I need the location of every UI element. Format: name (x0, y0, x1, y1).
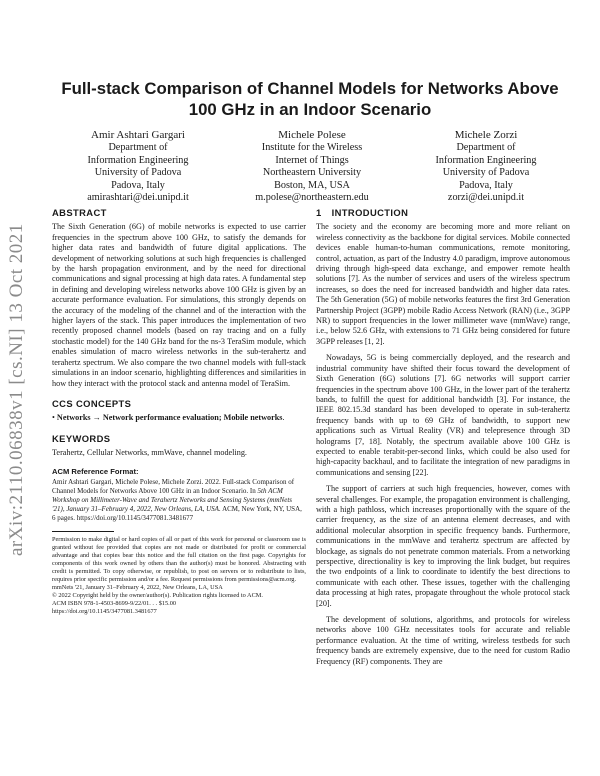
left-column (52, 208, 306, 616)
author-2 (226, 128, 398, 205)
ccs-bullet: • (52, 413, 55, 423)
acm-reference-venue: 5th ACM Workshop on Millimeter-Wave and Terahertz Networks and Sensing Systems (mmNets '21), January 31–February 4, 2022, New Orleans, LA, USA. (52, 486, 292, 513)
author-email: amirashtari@dei.unipd.it (87, 192, 189, 204)
section-title: INTRODUCTION (331, 207, 409, 218)
author-affiliation: University of Padova (442, 167, 530, 179)
intro-paragraph: The support of carriers at such high frequencies, however, comes with several challenges. For example, the propagation environment is challenging, with a high pathloss, which increases proportionally with the square of the carrier frequency, as the size of an antenna element decreases, and with additional molecular absorption in specific frequency bands. Furthermore, communications in the mmWave and terahertz spectrum are affected by blockage, as signals do not penetrate common materials. From a networking perspective, directionality is key to improving the link budget, but requires the two endpoints of a link to coordinate to identify the best directions to communicate with each other. These issues, together with the challenging data processing at high rates, propagate throughout the whole protocol stack [20]. (316, 484, 570, 608)
footnote-copyright: © 2022 Copyright held by the owner/author(s). Publication rights licensed to ACM. (52, 591, 263, 599)
right-column (316, 208, 570, 667)
acm-reference-part2: ACM, New York, NY, USA, 6 pages. https://doi.org/10.1145/3477081.3481677 (52, 504, 302, 522)
footnote-permission: Permission to make digital or hard copies of all or part of this work for personal or classroom use is granted without fee provided that copies are not made or distributed for profit or commercial advantage and that copies bear this notice and the full citation on the first page. Copyrights for components of this work owned by others than the author(s) must be honored. Abstracting with credit is permitted. To copy otherwise, or republish, to post on servers or to redistribute to lists, requires prior specific permission and/or a fee. Request permissions from permissions@acm.org. (52, 535, 306, 583)
author-name: Michele Polese (278, 129, 346, 141)
acm-reference-heading: ACM Reference Format: (52, 466, 139, 476)
permission-footnote (52, 536, 306, 616)
abstract-text: The Sixth Generation (6G) of mobile networks is expected to use carrier frequencies in the spectrum above 100 GHz, to satisfy the demands for higher data rates and bandwidth of future digital applications. The development of networking solutions at such high frequencies is challenged by the harsh propagation environment, and by the need for directional communications and signal processing at high data rates. A fundamental step in defining and developing wireless networks above 100 GHz is given by an accurate performance evaluation. For simulations, this strongly depends on the accuracy of the modeling of the channel and of the interaction with the higher layers of the stack. This paper introduces the implementation of two recently proposed channel models (based on ray tracing and on a fully stochastic model) for the 140 GHz band for the ns-3 TeraSim module, which enables simulation of macro wireless networks in the sub-terahertz and terahertz spectrum. We also compare the two channel models with full-stack simulations in an indoor scenario, highlighting differences and similarities in how they interact with the protocol stack and antenna model of TeraSim. (52, 222, 306, 388)
author-affiliation: Information Engineering (87, 154, 189, 166)
acm-reference-text (52, 478, 306, 523)
author-email: zorzi@dei.unipd.it (447, 192, 525, 204)
author-affiliation: Internet of Things (275, 154, 349, 166)
author-1 (52, 128, 224, 205)
footnote-isbn: ACM ISBN 978-1-4503-8699-9/22/01. . . $15.00 (52, 599, 177, 607)
author-affiliation: Northeastern University (262, 167, 362, 179)
keywords-section (52, 434, 306, 459)
footnote-venue: mmNets '21, January 31–February 4, 2022, New Orleans, LA, USA (52, 583, 223, 591)
paper-title (50, 78, 570, 120)
intro-paragraph: Nowadays, 5G is being commercially deployed, and the research and industrial community have shifted their focus toward the development of Sixth Generation (6G) solutions [7]. 6G networks will support carrier frequencies in the spectrum above 100 GHz, in the lower part of the terahertz bands, to fulfill the quest for additional bandwidth [3]. For instance, the IEEE 802.15.3d standard has been developed to operate in sub-terahertz frequency bands with up to 69 GHz of bandwidth, to support new applications such as Virtual Reality (VR) and telepresence through 3D holograms [7, 18]. Notably, the spectrum available above 100 GHz is expected to enable terabit-per-second links, which could be also used for high-capacity backhaul, and to facilitate the integration of new paradigms in communications and sensing [22]. (316, 353, 570, 477)
title-line-2: 100 GHz in an Indoor Scenario (188, 100, 432, 119)
intro-paragraph: The development of solutions, algorithms, and protocols for wireless networks above 100 GHz necessitates tools for accurate and reliable performance evaluation. At the time of writing, wireless testbeds for such frequency bands are extremely expensive, due to the need for custom Radio Frequency (RF) components. They are (316, 615, 570, 666)
arxiv-stamp: arXiv:2110.06838v1 [cs.NI] 13 Oct 2021 (6, 223, 27, 557)
ccs-section (52, 399, 306, 424)
author-name: Michele Zorzi (454, 129, 518, 141)
author-affiliation: Department of (456, 142, 516, 153)
ccs-period: . (282, 413, 285, 423)
keywords-heading: KEYWORDS (52, 432, 111, 444)
footnote-doi: https://doi.org/10.1145/3477081.3481677 (52, 607, 157, 615)
author-affiliation: University of Padova (94, 167, 182, 179)
author-name: Amir Ashtari Gargari (91, 129, 185, 141)
author-location: Padova, Italy (459, 179, 513, 191)
author-affiliation: Information Engineering (435, 154, 537, 166)
author-location: Padova, Italy (111, 179, 165, 191)
ccs-heading: CCS CONCEPTS (52, 397, 132, 409)
ccs-text (52, 413, 306, 423)
title-line-1: Full-stack Comparison of Channel Models for Networks Above (61, 79, 559, 98)
footnote-rule (52, 531, 114, 532)
acm-reference-part1: Amir Ashtari Gargari, Michele Polese, Michele Zorzi. 2022. Full-stack Comparison of Channel Models for Networks Above 100 GHz in an Indoor Scenario. In (52, 477, 295, 495)
author-3 (400, 128, 572, 205)
abstract-heading: ABSTRACT (52, 207, 107, 218)
author-block (52, 128, 572, 205)
keywords-text: Terahertz, Cellular Networks, mmWave, channel modeling. (52, 448, 247, 458)
ccs-concepts: Networks → Network performance evaluation; Mobile networks (56, 413, 283, 423)
section-number: 1 (316, 207, 322, 218)
intro-paragraph: The society and the economy are becoming more and more reliant on wireless connectivity as the backbone for digital services. Mobile connected devices enable human-to-human communications, remote monitoring, control, actuation, as part of the Industry 4.0 paradigm, improve autonomous driving through high-speed data exchange, and empower remote health solutions [7]. As the number of services and users of the wireless spectrum increases, so does the need for increased bandwidth and higher data rates. The 5th Generation (5G) of mobile networks features the first 3rd Generation Partnership Project (3GPP) mobile Radio Access Network (RAN) (i.e., 3GPP NR) to support frequencies in the lower millimeter wave (mmWave) range, i.e., below 52.6 GHz, with extensions to 71 GHz being considered for future 3GPP releases [1, 2]. (316, 222, 570, 346)
author-affiliation: Department of (108, 142, 168, 153)
author-email: m.polese@northeastern.edu (255, 192, 369, 204)
introduction-heading (316, 208, 570, 218)
author-location: Boston, MA, USA (274, 179, 350, 191)
author-affiliation: Institute for the Wireless (261, 142, 363, 153)
